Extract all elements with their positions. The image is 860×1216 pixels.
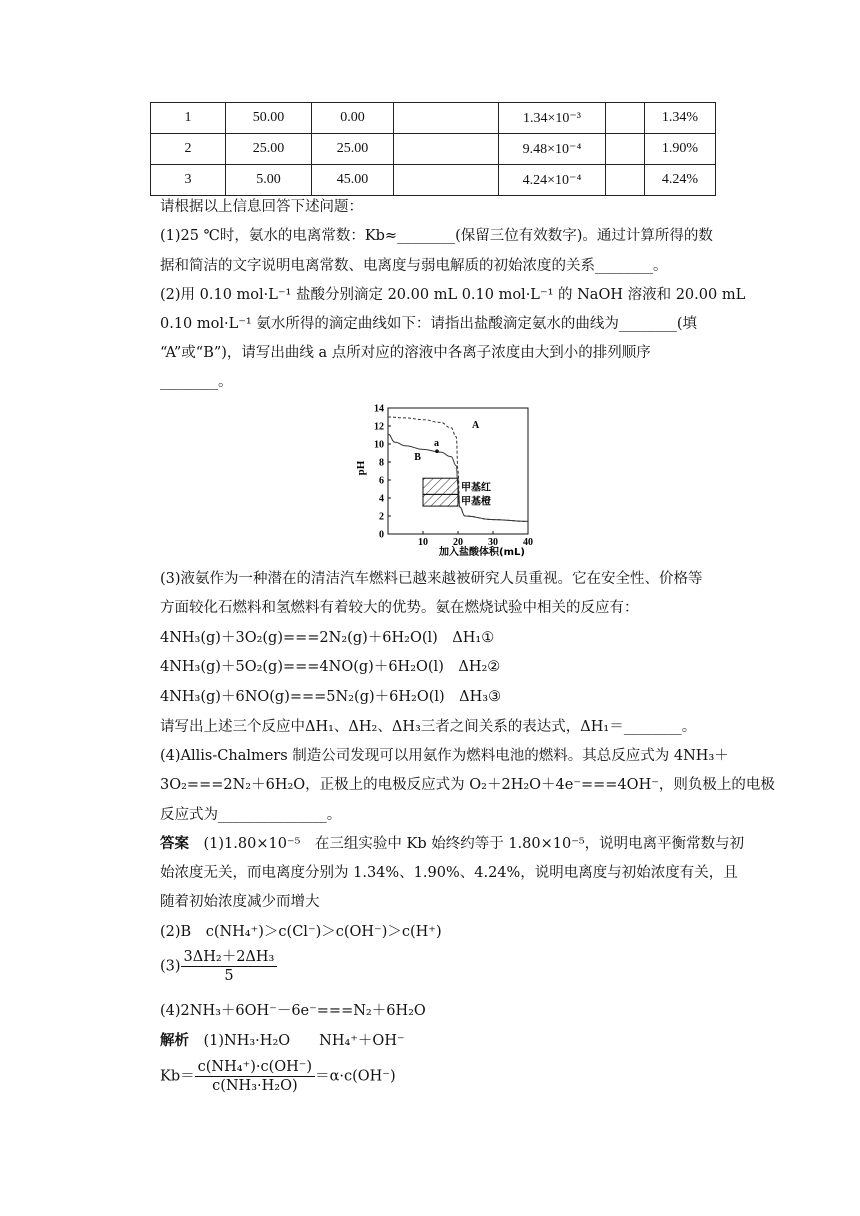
table-cell: 2 [151,134,226,165]
kb-denominator: c(NH₃·H₂O) [212,1078,298,1094]
answer-3 [160,948,730,985]
data-table-body [151,103,716,196]
table-row [151,165,716,196]
x-tick-label: 40 [523,537,533,548]
curve-a-label: A [472,419,480,431]
explanation-label: 解析 [160,1032,189,1049]
kb-rhs: ＝α·c(OH⁻) [315,1068,396,1085]
kb-numerator: c(NH₄⁺)·c(OH⁻) [195,1058,315,1077]
table-cell [394,165,499,196]
answer-4: (4)2NH₃＋6OH⁻－6e⁻===N₂＋6H₂O [160,1003,426,1019]
y-tick-label: 0 [379,529,384,541]
indicator-range-box [423,478,458,494]
answer-3-fraction [181,948,278,985]
y-tick-label: 4 [379,493,384,505]
question-2-line-2: 0.10 mol·L⁻¹ 氨水所得的滴定曲线如下：请指出盐酸滴定氨水的曲线为________(填 [160,316,697,332]
question-1-line-2: 据和简洁的文字说明电离常数、电离度与弱电解质的初始浓度的关系________。 [160,258,668,274]
kb-lhs: Kb＝ [160,1068,195,1085]
table-cell: 1.34×10⁻³ [499,103,606,134]
x-tick-label: 20 [453,537,463,548]
table-row [151,103,716,134]
kb-formula [160,1058,730,1095]
answer-label: 答案 [160,835,189,852]
table-cell: 1.90% [645,134,716,165]
table-row [151,134,716,165]
y-tick-label: 10 [374,439,384,451]
indicator-boxes [423,478,491,507]
kb-fraction [195,1058,315,1095]
question-1-line-1: (1)25 ℃时，氨水的电离常数：Kb≈________(保留三位有效数字)。通过计算所得的数 [160,228,713,244]
table-cell: 5.00 [226,165,312,196]
table-cell: 25.00 [226,134,312,165]
table-cell: 50.00 [226,103,312,134]
question-3-line-3: 请写出上述三个反应中ΔH₁、ΔH₂、ΔH₃三者之间关系的表达式，ΔH₁＝________。 [160,719,697,735]
answer-2: (2)B c(NH₄⁺)＞c(Cl⁻)＞c(OH⁻)＞c(H⁺) [160,924,442,940]
x-axis-label: 加入盐酸体积(mL) [439,547,525,558]
y-tick-label: 12 [374,421,384,433]
table-cell [394,134,499,165]
table-cell: 0.00 [312,103,394,134]
explanation-line-1 [160,1027,730,1055]
x-tick-label: 30 [488,537,498,548]
y-axis-label: pH [355,460,367,476]
question-3-line-1: (3)液氨作为一种潜在的清洁汽车燃料已越来越被研究人员重视。它在安全性、价格等 [160,571,703,587]
answer-line-1 [160,830,745,858]
explanation-1-text: (1)NH₃·H₂O NH₄⁺＋OH⁻ [189,1033,405,1049]
table-cell: 1 [151,103,226,134]
indicator-label: 甲基橙 [461,496,491,508]
table-cell: 1.34% [645,103,716,134]
data-table [150,102,716,196]
table-cell: 4.24×10⁻⁴ [499,165,606,196]
table-cell: 3 [151,165,226,196]
table-cell [394,103,499,134]
question-2-line-3: “A”或“B”)，请写出曲线 a 点所对应的溶液中各离子浓度由大到小的排列顺序 [160,345,651,361]
intro-text: 请根据以上信息回答下述问题： [160,199,363,215]
answer-line-2: 始浓度无关，而电离度分别为 1.34%、1.90%、4.24%，说明电离度与初始浓度有关，且 [160,865,738,881]
y-tick-label: 2 [379,511,384,523]
table-cell: 45.00 [312,165,394,196]
question-4-line-3: 反应式为_______________。 [160,807,342,823]
equation-3: 4NH₃(g)＋6NO(g)===5N₂(g)＋6H₂O(l) ΔH₃③ [160,689,502,705]
point-a-marker [435,449,439,453]
y-tick-label: 14 [374,403,384,415]
indicator-label: 甲基红 [461,482,491,494]
table-cell [606,165,645,196]
point-a-label: a [434,438,439,450]
table-cell: 9.48×10⁻⁴ [499,134,606,165]
x-tick-label: 10 [418,537,428,548]
equation-1: 4NH₃(g)＋3O₂(g)===2N₂(g)＋6H₂O(l) ΔH₁① [160,630,495,646]
question-4-line-1: (4)Allis-Chalmers 制造公司发现可以用氨作为燃料电池的燃料。其总反应式为 4NH₃＋ [160,748,729,764]
answer-3-denominator: 5 [224,968,234,984]
question-2-line-4: ________。 [160,374,233,390]
question-4-line-2: 3O₂===2N₂＋6H₂O，正极上的电极反应式为 O₂＋2H₂O＋4e⁻===4OH⁻，则负极上的电极 [160,777,775,793]
y-tick-label: 6 [379,475,384,487]
table-cell [606,103,645,134]
y-tick-label: 8 [379,457,384,469]
question-3-line-2: 方面较化石燃料和氢燃料有着较大的优势。氨在燃烧试验中相关的反应有： [160,600,639,616]
answer-1-text: (1)1.80×10⁻⁵ 在三组实验中 Kb 始终约等于 1.80×10⁻⁵，说明电离平衡常数与初 [189,836,745,852]
answer-line-3: 随着初始浓度减少而增大 [160,894,320,910]
equation-2: 4NH₃(g)＋5O₂(g)===4NO(g)＋6H₂O(l) ΔH₂② [160,659,501,675]
answer-3-numerator: 3ΔH₂＋2ΔH₃ [181,948,278,967]
table-cell: 4.24% [645,165,716,196]
curve-b-label: B [414,452,421,464]
titration-chart [352,398,538,560]
table-cell [606,134,645,165]
indicator-range-box [423,494,458,506]
answer-3-prefix: (3) [160,958,181,975]
table-cell: 25.00 [312,134,394,165]
question-2-line-1: (2)用 0.10 mol·L⁻¹ 盐酸分别滴定 20.00 mL 0.10 mol·L⁻¹ 的 NaOH 溶液和 20.00 mL [160,287,746,303]
